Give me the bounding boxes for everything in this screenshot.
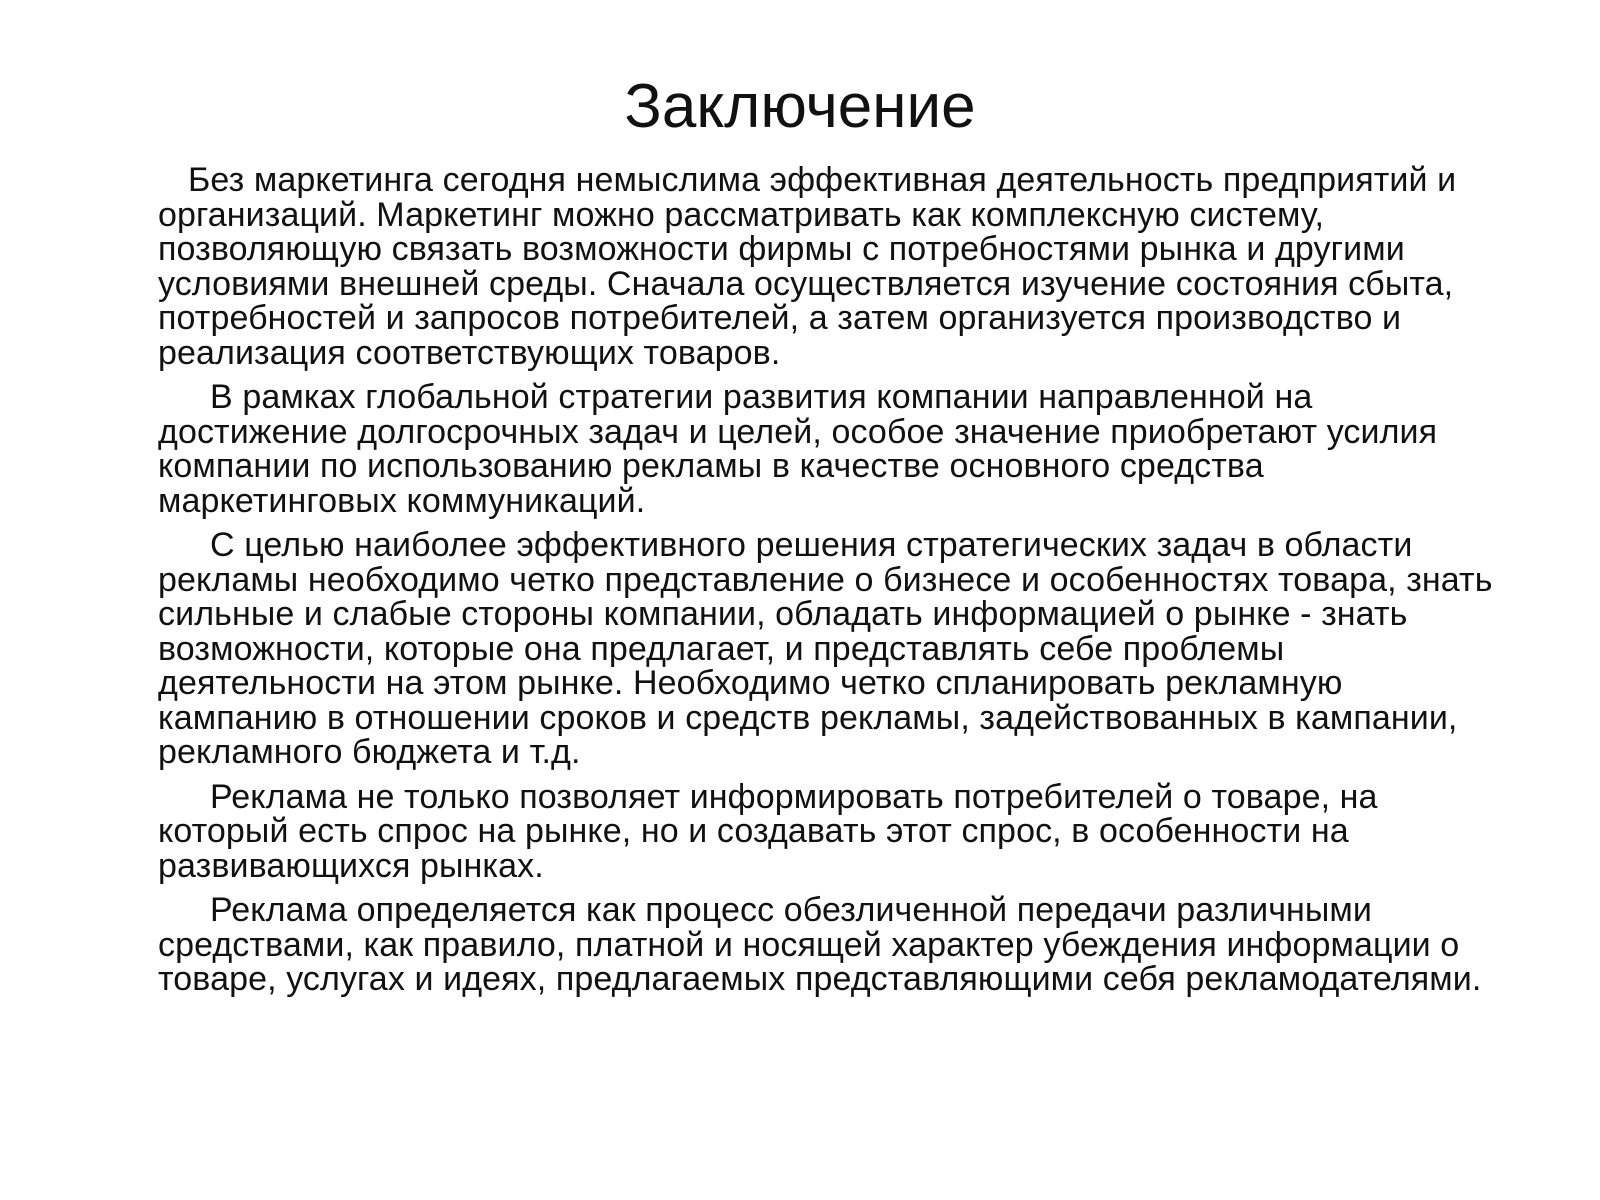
slide-body <box>158 163 1508 1007</box>
page-title: Заключение <box>624 72 976 141</box>
paragraph-5: Реклама определяется как процесс обезличенной передачи различными средствами, как правило, платной и носящей характер убеждения информации о товаре, услугах и идеях, предлагаемых представляющими себя рекламодателями. <box>158 891 1482 998</box>
paragraph-1: Без маркетинга сегодня немыслима эффективная деятельность предприятий и организаций. Маркетинг можно рассматривать как комплексную систему, позволяющую связать возможности фирмы с потребностями рынка и другими условиями внешней среды. Сначала осуществляется изучение состояния сбыта, потребностей и запросов потребителей, а затем организуется производство и реализация соответствующих товаров. <box>158 161 1457 372</box>
paragraph-2: В рамках глобальной стратегии развития компании направленной на достижение долгосрочных задач и целей, особое значение приобретают усилия компании по использованию рекламы в качестве основного средства маркетинговых коммуникаций. <box>158 378 1438 520</box>
paragraph-4: Реклама не только позволяет информировать потребителей о товаре, на который есть спрос на рынке, но и создавать этот спрос, в особенности на развивающихся рынках. <box>158 777 1378 885</box>
paragraph-3: С целью наиболее эффективного решения стратегических задач в области рекламы необходимо четко представление о бизнесе и особенностях товара, знать сильные и слабые стороны компании, обладать информацией о рынке - знать возможности, которые она предлагает, и представлять себе проблемы деятельности на этом рынке. Необходимо четко спланировать рекламную кампанию в отношении сроков и средств рекламы, задействованных в кампании, рекламного бюджета и т.д. <box>158 526 1493 771</box>
